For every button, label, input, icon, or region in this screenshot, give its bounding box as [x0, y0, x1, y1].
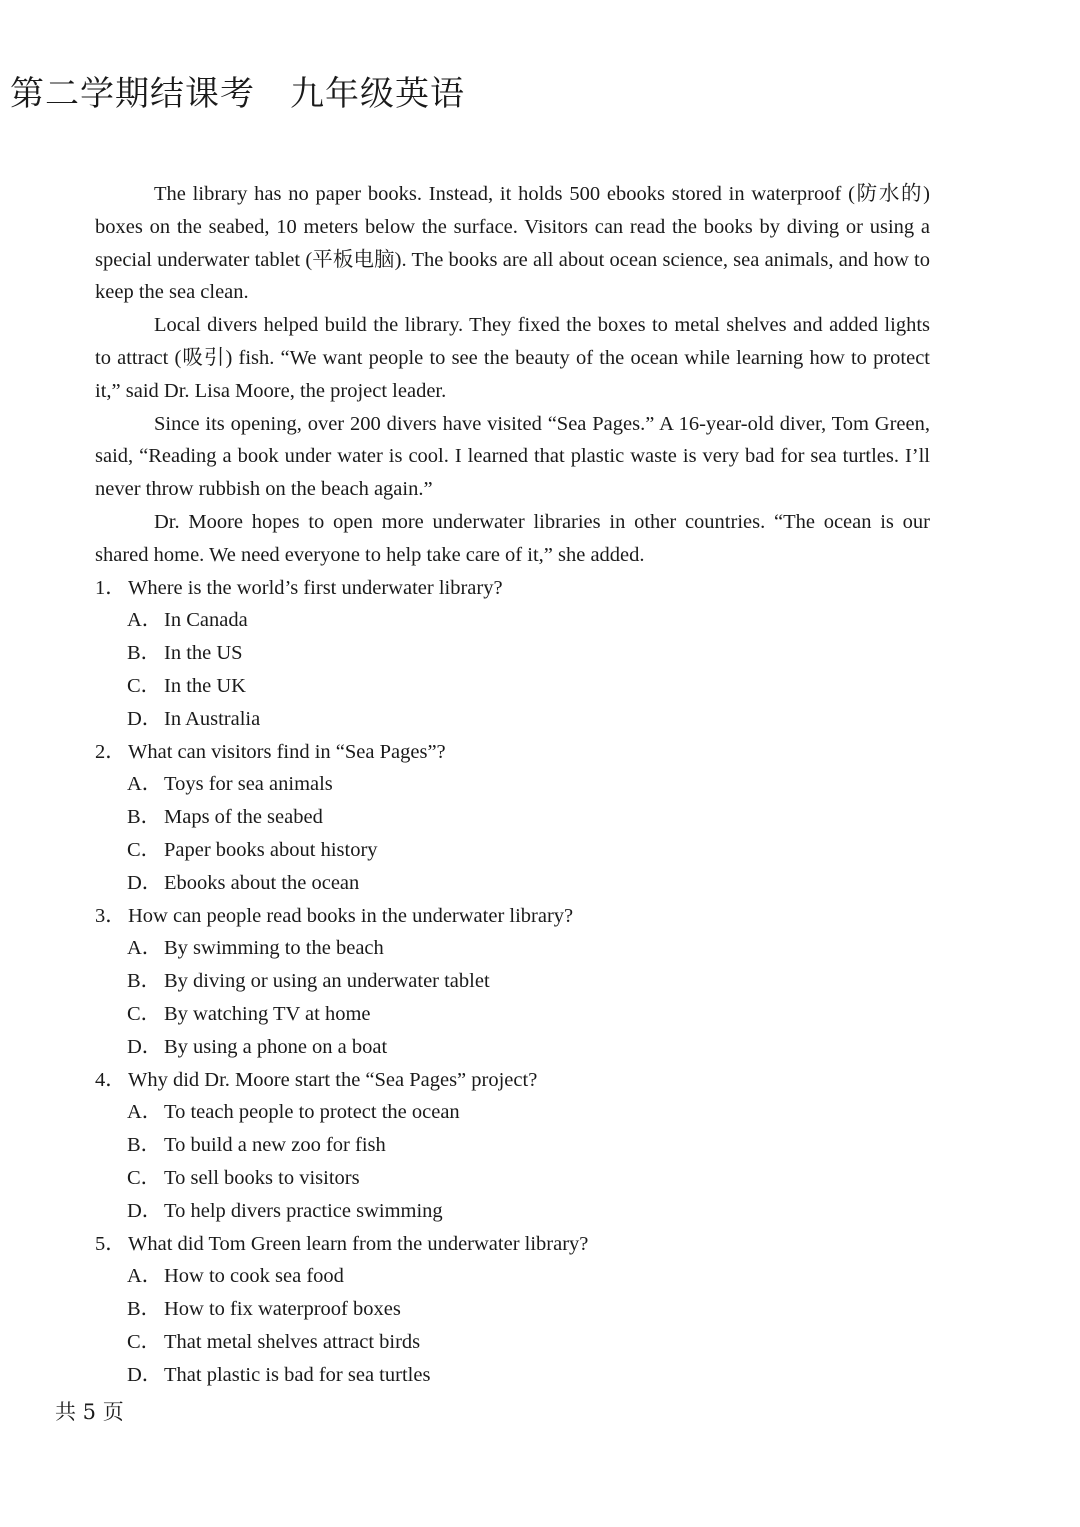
option-letter: D．: [127, 871, 163, 894]
option-d: [95, 703, 930, 736]
question-text: Why did Dr. Moore start the “Sea Pages” project?: [128, 1068, 538, 1091]
option-c: [95, 1162, 930, 1195]
question-stem: [95, 1064, 930, 1097]
option-b: [95, 1293, 930, 1326]
option-d: [95, 1195, 930, 1228]
option-text: By watching TV at home: [164, 1002, 371, 1025]
option-letter: A．: [127, 773, 163, 796]
option-b: [95, 637, 930, 670]
exam-title: 第二学期结课考 九年级英语: [10, 74, 465, 114]
question-3: [95, 900, 930, 1064]
exam-content: [95, 178, 930, 1391]
option-text: Ebooks about the ocean: [164, 871, 360, 894]
option-a: [95, 604, 930, 637]
option-text: That metal shelves attract birds: [164, 1330, 421, 1353]
question-number: 5．: [95, 1232, 126, 1255]
option-b: [95, 965, 930, 998]
reading-passage: [95, 178, 930, 572]
question-2: [95, 736, 930, 900]
option-list: [95, 932, 930, 1063]
option-a: [95, 932, 930, 965]
question-number: 4．: [95, 1068, 126, 1091]
option-letter: A．: [127, 1265, 163, 1288]
option-a: [95, 1260, 930, 1293]
option-letter: A．: [127, 609, 163, 632]
option-text: Toys for sea animals: [164, 773, 333, 796]
option-text: To build a new zoo for fish: [164, 1134, 386, 1157]
option-text: In Australia: [164, 707, 261, 730]
option-text: To help divers practice swimming: [164, 1199, 443, 1222]
passage-paragraph: Dr. Moore hopes to open more underwater libraries in other countries. “The ocean is our shared home. We need everyone to help take care of it,” she added.: [95, 510, 930, 566]
question-stem: [95, 1228, 930, 1261]
page-count-footer: 共 5 页: [55, 1400, 124, 1424]
option-letter: A．: [127, 1101, 163, 1124]
option-letter: D．: [127, 1035, 163, 1058]
option-c: [95, 834, 930, 867]
option-d: [95, 1031, 930, 1064]
option-a: [95, 768, 930, 801]
option-c: [95, 998, 930, 1031]
option-d: [95, 1359, 930, 1392]
option-letter: C．: [127, 838, 162, 861]
option-letter: B．: [127, 1298, 162, 1321]
option-b: [95, 801, 930, 834]
option-letter: C．: [127, 1166, 162, 1189]
passage-paragraph: Local divers helped build the library. They fixed the boxes to metal shelves and added lights to attract (吸引) fish. “We want people to see the beauty of the ocean while learning how to protect it,” said Dr. Lisa Moore, the project leader.: [95, 314, 930, 402]
question-5: [95, 1228, 930, 1392]
question-number: 1．: [95, 576, 126, 599]
option-a: [95, 1096, 930, 1129]
option-text: To teach people to protect the ocean: [164, 1101, 460, 1124]
option-letter: A．: [127, 937, 163, 960]
option-letter: C．: [127, 1002, 162, 1025]
question-4: [95, 1064, 930, 1228]
option-text: Paper books about history: [164, 838, 378, 861]
question-text: What did Tom Green learn from the underwater library?: [128, 1232, 589, 1255]
option-text: In the US: [164, 642, 243, 665]
option-letter: B．: [127, 642, 162, 665]
option-text: By using a phone on a boat: [164, 1035, 388, 1058]
option-list: [95, 1096, 930, 1227]
option-text: How to cook sea food: [164, 1265, 344, 1288]
option-letter: B．: [127, 1134, 162, 1157]
option-list: [95, 604, 930, 735]
option-text: In Canada: [164, 609, 248, 632]
option-text: That plastic is bad for sea turtles: [164, 1363, 431, 1386]
option-text: How to fix waterproof boxes: [164, 1298, 401, 1321]
question-text: What can visitors find in “Sea Pages”?: [128, 740, 446, 763]
passage-paragraph: Since its opening, over 200 divers have visited “Sea Pages.” A 16-year-old diver, Tom Green, said, “Reading a book under water is cool. I learned that plastic waste is very bad for sea turtles. I’ll never throw rubbish on the beach again.”: [95, 412, 930, 501]
option-b: [95, 1129, 930, 1162]
option-letter: D．: [127, 1363, 163, 1386]
option-c: [95, 1326, 930, 1359]
option-text: To sell books to visitors: [164, 1166, 360, 1189]
option-list: [95, 768, 930, 899]
option-letter: B．: [127, 806, 162, 829]
question-stem: [95, 900, 930, 933]
option-c: [95, 670, 930, 703]
option-letter: D．: [127, 1199, 163, 1222]
question-stem: [95, 572, 930, 605]
question-stem: [95, 736, 930, 769]
option-text: By swimming to the beach: [164, 937, 384, 960]
option-d: [95, 867, 930, 900]
option-letter: C．: [127, 674, 162, 697]
question-text: How can people read books in the underwater library?: [128, 904, 574, 927]
option-letter: C．: [127, 1330, 162, 1353]
passage-paragraph: The library has no paper books. Instead, it holds 500 ebooks stored in waterproof (防水的) boxes on the seabed, 10 meters below the surface. Visitors can read the books by diving or using a special underwater tablet (平板电脑). The books are all about ocean science, sea animals, and how to keep the sea clean.: [95, 183, 930, 304]
option-text: In the UK: [164, 674, 246, 697]
option-letter: B．: [127, 970, 162, 993]
option-text: By diving or using an underwater tablet: [164, 970, 490, 993]
question-1: [95, 572, 930, 736]
question-number: 2．: [95, 740, 126, 763]
question-text: Where is the world’s first underwater library?: [128, 576, 503, 599]
option-list: [95, 1260, 930, 1391]
option-letter: D．: [127, 707, 163, 730]
option-text: Maps of the seabed: [164, 806, 323, 829]
question-number: 3．: [95, 904, 126, 927]
